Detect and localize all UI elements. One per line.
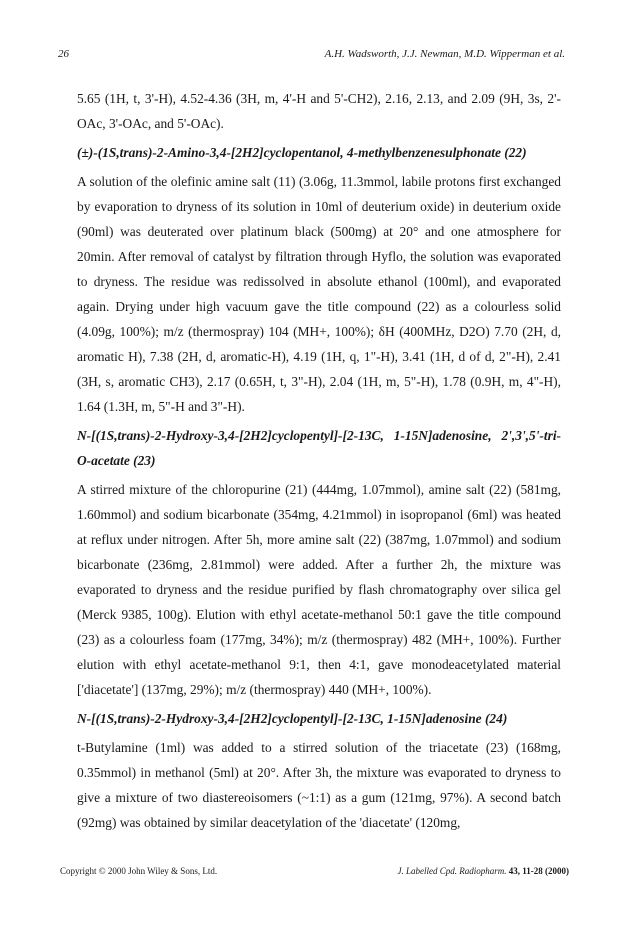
compound-heading-22: (±)-(1S,trans)-2-Amino-3,4-[2H2]cyclopentanol, 4-methylbenzenesulphonate (22) [77, 145, 527, 160]
footer-volume-pages: 43, 11-28 (2000) [508, 866, 569, 876]
paragraph-4: t-Butylamine (1ml) was added to a stirred solution of the triacetate (23) (168mg, 0.35mmol) in methanol (5ml) at 20°. After 3h, the mixture was evaporated to dryness to give a mixture of two diastereoisomers (~1:1) as a gum (121mg, 97%). A second batch (92mg) was obtained by similar deacetylation of the 'diacetate' (120mg, [77, 740, 561, 830]
paragraph-2: A solution of the olefinic amine salt (11) (3.06g, 11.3mmol, labile protons first exchanged by evaporation to dryness of its solution in 10ml of deuterium oxide) in deuterium oxide (90ml) was deuterated over platinum black (500mg) at 20° and one atmosphere for 20min. After removal of catalyst by filtration through Hyflo, the solution was evaporated to dryness. The residue was redissolved in absolute ethanol (100ml), and evaporated again. Drying under high vacuum gave the title compound (22) as a colourless solid (4.09g, 100%); m/z (thermospray) 104 (MH+, 100%); δH (400MHz, D2O) 7.70 (2H, d, aromatic H), 7.38 (2H, d, aromatic-H), 4.19 (1H, q, 1"-H), 3.41 (1H, d of d, 2"-H), 2.41 (3H, s, aromatic CH3), 2.17 (0.65H, t, 3"-H), 2.04 (1H, m, 5"-H), 1.78 (0.9H, m, 4"-H), 1.64 (1.3H, m, 5"-H and 3"-H). [77, 174, 561, 414]
footer-copyright: Copyright © 2000 John Wiley & Sons, Ltd. [60, 866, 218, 876]
running-header-authors: A.H. Wadsworth, J.J. Newman, M.D. Wipperman et al. [324, 48, 565, 60]
paragraph-3: A stirred mixture of the chloropurine (21) (444mg, 1.07mmol), amine salt (22) (581mg, 1.60mmol) and sodium bicarbonate (354mg, 4.21mmol) in isopropanol (6ml) was heated at reflux under nitrogen. After 5h, more amine salt (22) (387mg, 1.07mmol) and sodium bicarbonate (236mg, 2.81mmol) were added. After a further 2h, the mixture was evaporated to dryness and the residue purified by flash chromatography over silica gel (Merck 9385, 100g). Elution with ethyl acetate-methanol 50:1 gave the title compound (23) as a colourless foam (177mg, 34%); m/z (thermospray) 482 (MH+, 100%). Further elution with ethyl acetate-methanol 9:1, then 4:1, gave monodeacetylated material ['diacetate'] (137mg, 29%); m/z (thermospray) 440 (MH+, 100%). [77, 482, 561, 697]
footer-journal: J. Labelled Cpd. Radiopharm. [397, 866, 507, 876]
footer-citation [398, 866, 570, 876]
compound-heading-24: N-[(1S,trans)-2-Hydroxy-3,4-[2H2]cyclopentyl]-[2-13C, 1-15N]adenosine (24) [77, 711, 508, 726]
paragraph-1: 5.65 (1H, t, 3'-H), 4.52-4.36 (3H, m, 4'-H and 5'-CH2), 2.16, 2.13, and 2.09 (9H, 3s, 2'-OAc, 3'-OAc, and 5'-OAc). [77, 91, 561, 131]
page-number: 26 [58, 48, 69, 60]
article-body [77, 86, 561, 839]
compound-heading-23: N-[(1S,trans)-2-Hydroxy-3,4-[2H2]cyclopentyl]-[2-13C, 1-15N]adenosine, 2',3',5'-tri-O-acetate (23) [77, 428, 561, 468]
